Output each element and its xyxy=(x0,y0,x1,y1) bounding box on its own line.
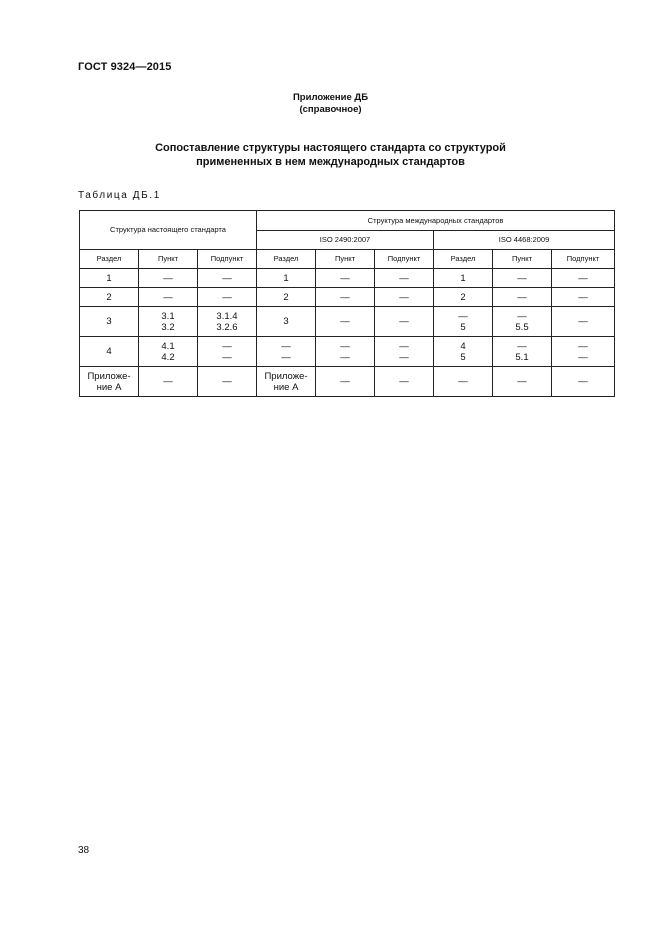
cell-text: 3 xyxy=(106,316,112,327)
cell-text: — xyxy=(399,316,409,327)
table-cell xyxy=(198,367,257,397)
table-cell xyxy=(493,269,552,288)
table-cell xyxy=(375,269,434,288)
cell-text: — xyxy=(281,340,291,352)
table-cell xyxy=(198,337,257,367)
cell-text: — xyxy=(578,316,588,327)
table-cell xyxy=(316,337,375,367)
table-cell xyxy=(552,288,615,307)
table-cell xyxy=(552,269,615,288)
cell-text: — xyxy=(458,376,468,387)
page-number: 38 xyxy=(78,845,90,856)
table-cell xyxy=(434,307,493,337)
cell-text: — xyxy=(578,351,588,363)
cell-text: 3 xyxy=(283,316,289,327)
cell-text: — xyxy=(222,351,232,363)
cell-text: — xyxy=(399,340,409,352)
standard-header-iso-4468: ISO 4468:2009 xyxy=(434,231,615,250)
table-cell xyxy=(375,337,434,367)
cell-text: — xyxy=(340,340,350,352)
cell-text: — xyxy=(399,291,409,303)
column-header: Подпункт xyxy=(375,250,434,269)
table-cell xyxy=(139,288,198,307)
column-header: Раздел xyxy=(434,250,493,269)
table-cell xyxy=(80,269,139,288)
table-cell xyxy=(139,337,198,367)
cell-text: Приложе- xyxy=(264,370,308,382)
cell-text: — xyxy=(222,340,232,352)
cell-text: Приложе- xyxy=(87,370,131,382)
column-header: Раздел xyxy=(257,250,316,269)
appendix-label: Приложение ДБ xyxy=(292,92,369,103)
cell-text: 1 xyxy=(106,272,112,284)
table-cell xyxy=(493,337,552,367)
cell-text: — xyxy=(517,272,527,284)
cell-text: — xyxy=(163,376,173,387)
cell-text: 1 xyxy=(460,272,466,284)
table-cell xyxy=(80,367,139,397)
table-cell xyxy=(316,269,375,288)
standard-header-iso-2490: ISO 2490:2007 xyxy=(257,231,434,250)
table-cell xyxy=(139,307,198,337)
cell-text: 2 xyxy=(283,291,289,303)
cell-text: — xyxy=(340,316,350,327)
cell-text: — xyxy=(340,291,350,303)
title-line-1: Сопоставление структуры настоящего стандарта со структурой xyxy=(155,142,506,154)
table-cell xyxy=(493,367,552,397)
cell-text: 4.2 xyxy=(161,351,175,363)
cell-text: — xyxy=(222,272,232,284)
table-cell xyxy=(434,288,493,307)
cell-text: — xyxy=(517,376,527,387)
column-header: Раздел xyxy=(80,250,139,269)
table-cell xyxy=(316,288,375,307)
cell-text: — xyxy=(399,272,409,284)
cell-text: 2 xyxy=(460,291,466,303)
appendix-heading xyxy=(0,92,661,116)
cell-text: 5 xyxy=(460,351,466,363)
cell-text: — xyxy=(578,376,588,387)
cell-text: 4 xyxy=(460,340,466,352)
cell-text: 3.1 xyxy=(161,310,175,322)
table-cell xyxy=(552,307,615,337)
cell-text: 5 xyxy=(460,321,466,333)
cell-text: 4 xyxy=(106,346,112,357)
table-row xyxy=(80,288,615,307)
table-cell xyxy=(80,337,139,367)
cell-text: ние А xyxy=(273,381,299,393)
table-cell xyxy=(257,367,316,397)
column-header: Пункт xyxy=(493,250,552,269)
cell-text: 3.2.6 xyxy=(216,321,238,333)
table-row xyxy=(80,337,615,367)
cell-text: 5.1 xyxy=(515,351,529,363)
table-body xyxy=(80,269,615,397)
cell-text: — xyxy=(163,291,173,303)
cell-text: — xyxy=(458,310,468,322)
column-header: Пункт xyxy=(316,250,375,269)
comparison-table xyxy=(79,210,615,397)
cell-text: — xyxy=(517,291,527,303)
table-cell xyxy=(198,288,257,307)
cell-text: — xyxy=(578,340,588,352)
column-header-row xyxy=(80,250,615,269)
appendix-type: (справочное) xyxy=(299,104,362,115)
table-cell xyxy=(552,367,615,397)
table-cell xyxy=(434,337,493,367)
table-cell xyxy=(257,288,316,307)
table-cell xyxy=(257,337,316,367)
comparison-table-container xyxy=(79,210,614,397)
table-row xyxy=(80,367,615,397)
cell-text: 1 xyxy=(283,272,289,284)
cell-text: — xyxy=(517,340,527,352)
table-cell xyxy=(198,269,257,288)
table-cell xyxy=(375,307,434,337)
cell-text: — xyxy=(340,351,350,363)
table-cell xyxy=(80,288,139,307)
cell-text: — xyxy=(399,376,409,387)
table-cell xyxy=(316,367,375,397)
cell-text: — xyxy=(281,351,291,363)
table-caption: Таблица ДБ.1 xyxy=(78,190,161,201)
table-cell xyxy=(80,307,139,337)
table-cell xyxy=(139,367,198,397)
column-header: Подпункт xyxy=(198,250,257,269)
cell-text: 5.5 xyxy=(515,321,529,333)
cell-text: 2 xyxy=(106,291,112,303)
table-cell xyxy=(493,307,552,337)
document-code: ГОСТ 9324—2015 xyxy=(78,61,172,73)
table-cell xyxy=(257,269,316,288)
table-cell xyxy=(493,288,552,307)
cell-text: — xyxy=(578,272,588,284)
table-cell xyxy=(375,367,434,397)
cell-text: 3.2 xyxy=(161,321,175,333)
table-cell xyxy=(434,367,493,397)
cell-text: — xyxy=(399,351,409,363)
cell-text: — xyxy=(340,272,350,284)
cell-text: 3.1.4 xyxy=(216,310,238,322)
table-cell xyxy=(257,307,316,337)
cell-text: 4.1 xyxy=(161,340,175,352)
column-header: Пункт xyxy=(139,250,198,269)
table-row xyxy=(80,307,615,337)
cell-text: — xyxy=(578,291,588,303)
table-cell xyxy=(434,269,493,288)
table-cell xyxy=(139,269,198,288)
cell-text: — xyxy=(340,376,350,387)
cell-text: — xyxy=(222,376,232,387)
column-header: Подпункт xyxy=(552,250,615,269)
own-structure-header: Структура настоящего стандарта xyxy=(80,211,257,250)
table-cell xyxy=(316,307,375,337)
cell-text: — xyxy=(163,272,173,284)
table-cell xyxy=(375,288,434,307)
table-cell xyxy=(552,337,615,367)
cell-text: — xyxy=(222,291,232,303)
cell-text: ние А xyxy=(96,381,122,393)
table-cell xyxy=(198,307,257,337)
title-line-2: примененных в нем международных стандартов xyxy=(196,156,465,168)
intl-structure-header: Структура международных стандартов xyxy=(257,211,615,231)
cell-text: — xyxy=(517,310,527,322)
page-title xyxy=(0,141,661,169)
table-row xyxy=(80,269,615,288)
